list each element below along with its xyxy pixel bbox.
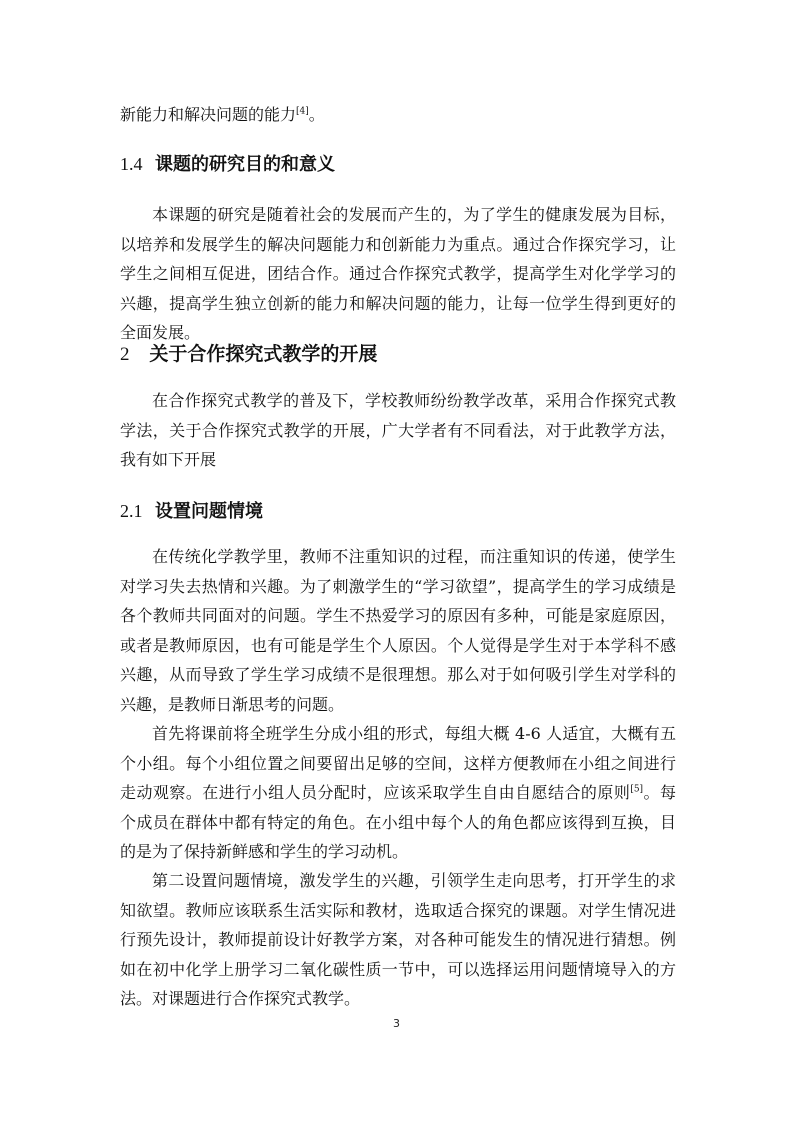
paragraph-text: 。 bbox=[308, 105, 325, 124]
paragraph-text: 新能力和解决问题的能力 bbox=[120, 105, 297, 124]
chapter-number: 2 bbox=[120, 344, 130, 365]
paragraph-intro: 在合作探究式教学的普及下，学校教师纷纷教学改革，采用合作探究式教学法，关于合作探究式教学的开展，广大学者有不同看法，对于此教学方法，我有如下开展 bbox=[120, 391, 676, 469]
section-number: 1.4 bbox=[120, 154, 143, 174]
paragraph-traditional-teaching: 在传统化学教学里，教师不注重知识的过程，而注重知识的传递，使学生对学习失去热情和兴趣。为了刺激学生的“学习欲望”，提高学生的学习成绩是各个教师共同面对的问题。学生不热爱学习的原因有多种，可能是家庭原因，或者是教师原因，也有可能是学生个人原因。个人觉得是学生对于本学科不感兴趣，从而导致了学生学习成绩不是很理想。那么对于如何吸引学生对学科的兴趣，是教师日渐思考的问题。 bbox=[120, 547, 676, 714]
citation-ref: [5] bbox=[630, 784, 644, 795]
paragraph-text: 。每个成员在群体中都有特定的角色。在小组中每个人的角色都应该得到互换，目的是为了保持新鲜感和学生的学习动机。 bbox=[120, 783, 676, 861]
section-heading-2-1 bbox=[120, 498, 676, 525]
paragraph-text: 首先将课前将全班学生分成小组的形式，每组大概 4-6 人适宜，大概有五个小组。每个小组位置之间要留出足够的空间，这样方便教师在小组之间进行走动观察。在进行小组人员分配时，应该采取学生自由自愿结合的原则 bbox=[120, 724, 676, 802]
section-number: 2.1 bbox=[120, 501, 143, 521]
page-number: 3 bbox=[393, 1017, 400, 1030]
chapter-title: 关于合作探究式教学的开展 bbox=[149, 343, 378, 365]
section-title: 课题的研究目的和意义 bbox=[155, 154, 336, 175]
paragraph-problem-situation: 第二设置问题情境，激发学生的兴趣，引领学生走向思考，打开学生的求知欲望。教师应该联系生活实际和教材，选取适合探究的课题。对学生情况进行预先设计，教师提前设计好教学方案，对各种可能发生的情况进行猜想。例如在初中化学上册学习二氧化碳性质一节中，可以选择运用问题情境导入的方法。对课题进行合作探究式教学。 bbox=[120, 871, 676, 1008]
paragraph-continuation bbox=[120, 100, 676, 130]
paragraph-grouping bbox=[120, 719, 676, 867]
chapter-heading-2 bbox=[120, 340, 676, 369]
section-heading-1-4 bbox=[120, 151, 676, 178]
paragraph-purpose: 本课题的研究是随着社会的发展而产生的，为了学生的健康发展为目标，以培养和发展学生的解决问题能力和创新能力为重点。通过合作探究学习，让学生之间相互促进，团结合作。通过合作探究式教学，提高学生对化学学习的兴趣，提高学生独立创新的能力和解决问题的能力，让每一位学生得到更好的全面发展。 bbox=[120, 205, 676, 342]
citation-ref: [4] bbox=[296, 106, 309, 117]
section-title: 设置问题情境 bbox=[155, 501, 264, 522]
